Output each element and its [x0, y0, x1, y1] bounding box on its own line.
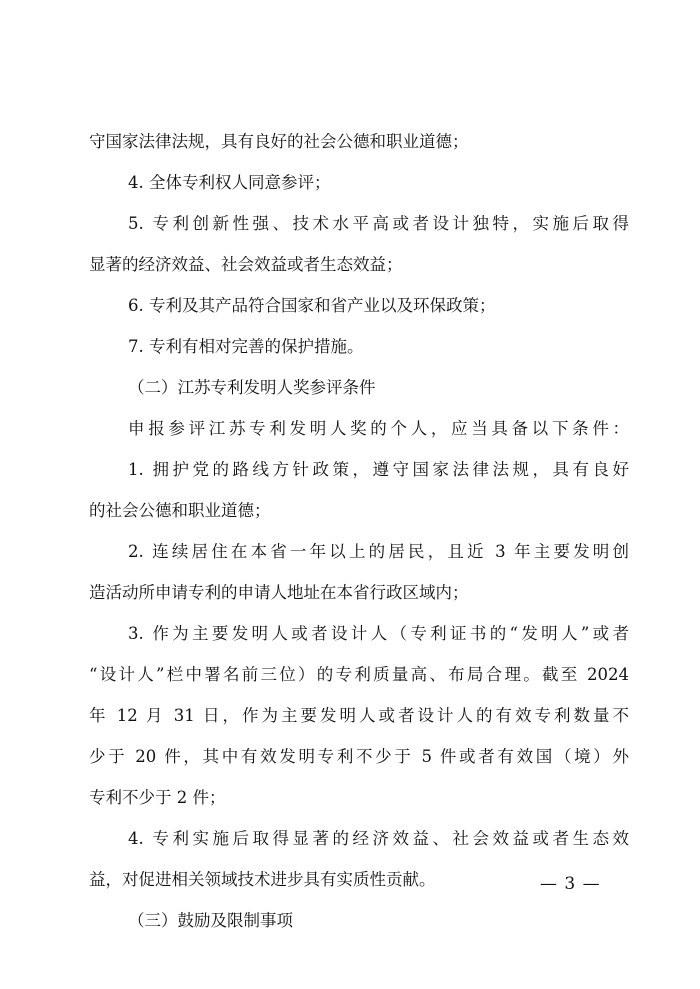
page-number: — 3 —: [540, 874, 601, 894]
text-line: 专利不少于 2 件；: [89, 788, 226, 807]
text-line: 守国家法律法规，具有良好的社会公德和职业道德；: [89, 132, 469, 151]
section-heading: （三）鼓励及限制事项: [128, 911, 293, 930]
text-line: 5. 专利创新性强、技术水平高或者设计独特，实施后取得: [128, 214, 629, 233]
text-line: 6. 专利及其产品符合国家和省产业以及环保政策；: [128, 296, 496, 315]
text-line: 显著的经济效益、社会效益或者生态效益；: [89, 255, 403, 274]
text-line: 年 12 月 31 日，作为主要发明人或者设计人的有效专利数量不: [89, 706, 629, 725]
text-line: “设计人”栏中署名前三位）的专利质量高、布局合理。截至 2024: [89, 665, 629, 684]
text-line: 2. 连续居住在本省一年以上的居民，且近 3 年主要发明创: [128, 542, 629, 561]
text-line: 益，对促进相关领域技术进步具有实质性贡献。: [89, 870, 436, 889]
text-line: 7. 专利有相对完善的保护措施。: [128, 337, 364, 356]
text-line: 申报参评江苏专利发明人奖的个人，应当具备以下条件：: [128, 419, 629, 438]
text-line: 少于 20 件，其中有效发明专利不少于 5 件或者有效国（境）外: [89, 747, 629, 766]
section-heading: （二）江苏专利发明人奖参评条件: [128, 378, 376, 397]
text-line: 3. 作为主要发明人或者设计人（专利证书的“发明人”或者: [128, 624, 629, 643]
text-line: 1. 拥护党的路线方针政策，遵守国家法律法规，具有良好: [128, 460, 629, 479]
text-line: 4. 全体专利权人同意参评；: [128, 173, 331, 192]
text-line: 的社会公德和职业道德；: [89, 501, 271, 520]
text-line: 造活动所申请专利的申请人地址在本省行政区域内；: [89, 583, 469, 602]
text-line: 4. 专利实施后取得显著的经济效益、社会效益或者生态效: [128, 829, 629, 848]
